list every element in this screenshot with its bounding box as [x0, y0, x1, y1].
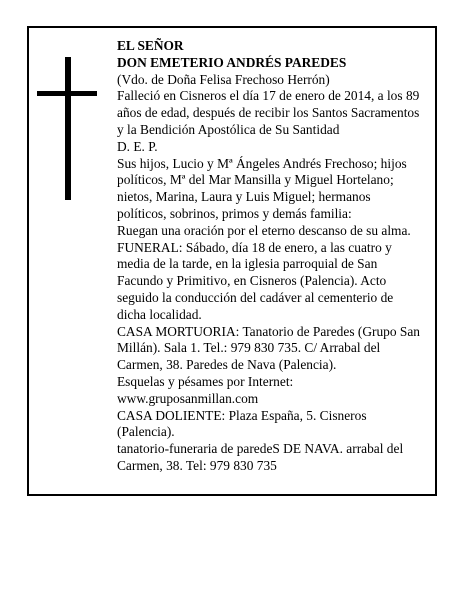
- funeral-details: FUNERAL: Sábado, día 18 de enero, a las cuatro y media de la tarde, en la iglesia parroquial de San Facundo y Primitivo, en Cisneros (Palencia). Acto seguido la conducción del cadáver al cementerio de dicha localidad.: [117, 239, 394, 322]
- family-list: Sus hijos, Lucio y Mª Ángeles Andrés Frechoso; hijos políticos, Mª del Mar Mansilla y Miguel Hortelano; nietos, Marina, Laura y Luis Miguel; hermanos políticos, sobrinos, primos y demás familia:: [117, 155, 407, 221]
- cross-horizontal-bar: [37, 91, 97, 96]
- deceased-name: DON EMETERIO ANDRÉS PAREDES: [117, 54, 347, 70]
- obituary-text: [117, 38, 422, 475]
- rip-line: D. E. P.: [117, 138, 158, 154]
- funeral-home-details: CASA MORTUORIA: Tanatorio de Paredes (Grupo San Millán). Sala 1. Tel.: 979 830 735. C/ Arrabal del Carmen, 38. Paredes de Nava (Palencia).: [117, 323, 420, 373]
- family-home-details: CASA DOLIENTE: Plaza España, 5. Cisneros (Palencia).: [117, 407, 367, 440]
- funeral-parlor-details: tanatorio-funeraria de paredeS DE NAVA. arrabal del Carmen, 38. Tel: 979 830 735: [117, 441, 404, 473]
- death-announcement: Falleció en Cisneros el día 17 de enero de 2014, a los 89 años de edad, después de recibir los Santos Sacramentos y la Bendición Apostólica de Su Santidad: [117, 88, 420, 137]
- deceased-title: EL SEÑOR: [117, 38, 184, 53]
- cross-vertical-bar: [65, 57, 71, 200]
- prayer-request: Ruegan una oración por el eterno descanso de su alma.: [117, 222, 411, 238]
- widower-of: (Vdo. de Doña Felisa Frechoso Herrón): [117, 71, 330, 87]
- obituary-notice: [27, 26, 437, 496]
- cross-icon: [37, 57, 97, 200]
- internet-condolences: Esquelas y pésames por Internet: www.gruposanmillan.com: [117, 373, 294, 406]
